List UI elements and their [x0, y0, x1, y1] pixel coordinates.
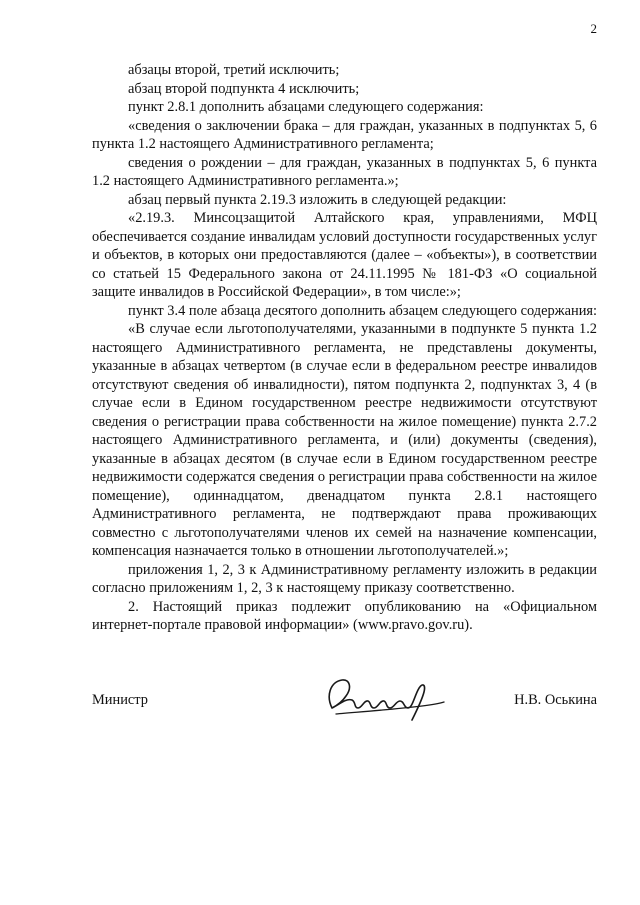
- signer-title: Министр: [92, 692, 148, 708]
- paragraph: 2. Настоящий приказ подлежит опубликованию на «Официальном интернет-портале правовой информации» (www.pravo.gov.ru).: [92, 598, 597, 633]
- paragraph: приложения 1, 2, 3 к Административному регламенту изложить в редакции согласно приложениям 1, 2, 3 к настоящему приказу соответственно.: [92, 561, 597, 596]
- paragraph: сведения о рождении – для граждан, указанных в подпунктах 5, 6 пункта 1.2 настоящего Административного регламента.»;: [92, 154, 597, 189]
- signer-name: Н.В. Оськина: [514, 692, 597, 708]
- document-body: [92, 61, 597, 635]
- paragraph: абзац второй подпункта 4 исключить;: [128, 80, 360, 97]
- paragraph: «В случае если льготополучателями, указанными в подпункте 5 пункта 1.2 настоящего Административного регламента, не представлены документы, указанные в абзацах четвертом (в случае если в федеральном реестре инвалидов отсутствуют сведения об инвалидности), пятом подпункта 2, подпунктах 3, 4 (в случае если в Едином государственном реестре недвижимости отсутствуют сведения о регистрации права собственности на жилое помещение) пункта 2.7.2 настоящего Административного регламента, и (или) документы (сведения), указанные в абзацах десятом (в случае если в Едином государственном реестре недвижимости содержатся сведения о регистрации права собственности на жилое помещение), одиннадцатом, двенадцатом пункта 2.8.1 настоящего Административного регламента, не подтверждают права проживающих совместно с льготополучателями членов их семей на назначение компенсации, компенсация назначается только в отношении льготополучателей.»;: [92, 321, 597, 559]
- page-number: 2: [590, 21, 597, 36]
- handwritten-signature: [318, 668, 448, 728]
- paragraph: пункт 2.8.1 дополнить абзацами следующего содержания:: [128, 99, 484, 115]
- signature-block: [92, 668, 597, 728]
- paragraph: абзац первый пункта 2.19.3 изложить в следующей редакции:: [128, 191, 507, 208]
- paragraph: «сведения о заключении брака – для граждан, указанных в подпунктах 5, 6 пункта 1.2 настоящего Административного регламента;: [92, 117, 597, 152]
- paragraph: «2.19.3. Минсоцзащитой Алтайского края, управлениями, МФЦ обеспечивается создание инвалидам условий доступности государственных услуг и объектов, в которых они предоставляются (далее – «объекты»), в соответствии со статьей 15 Федерального закона от 24.11.1995 № 181-ФЗ «О социальной защите инвалидов в Российской Федерации», в том числе:»;: [92, 210, 597, 300]
- paragraph: абзацы второй, третий исключить;: [128, 62, 340, 78]
- paragraph: пункт 3.4 поле абзаца десятого дополнить абзацем следующего содержания:: [128, 302, 598, 319]
